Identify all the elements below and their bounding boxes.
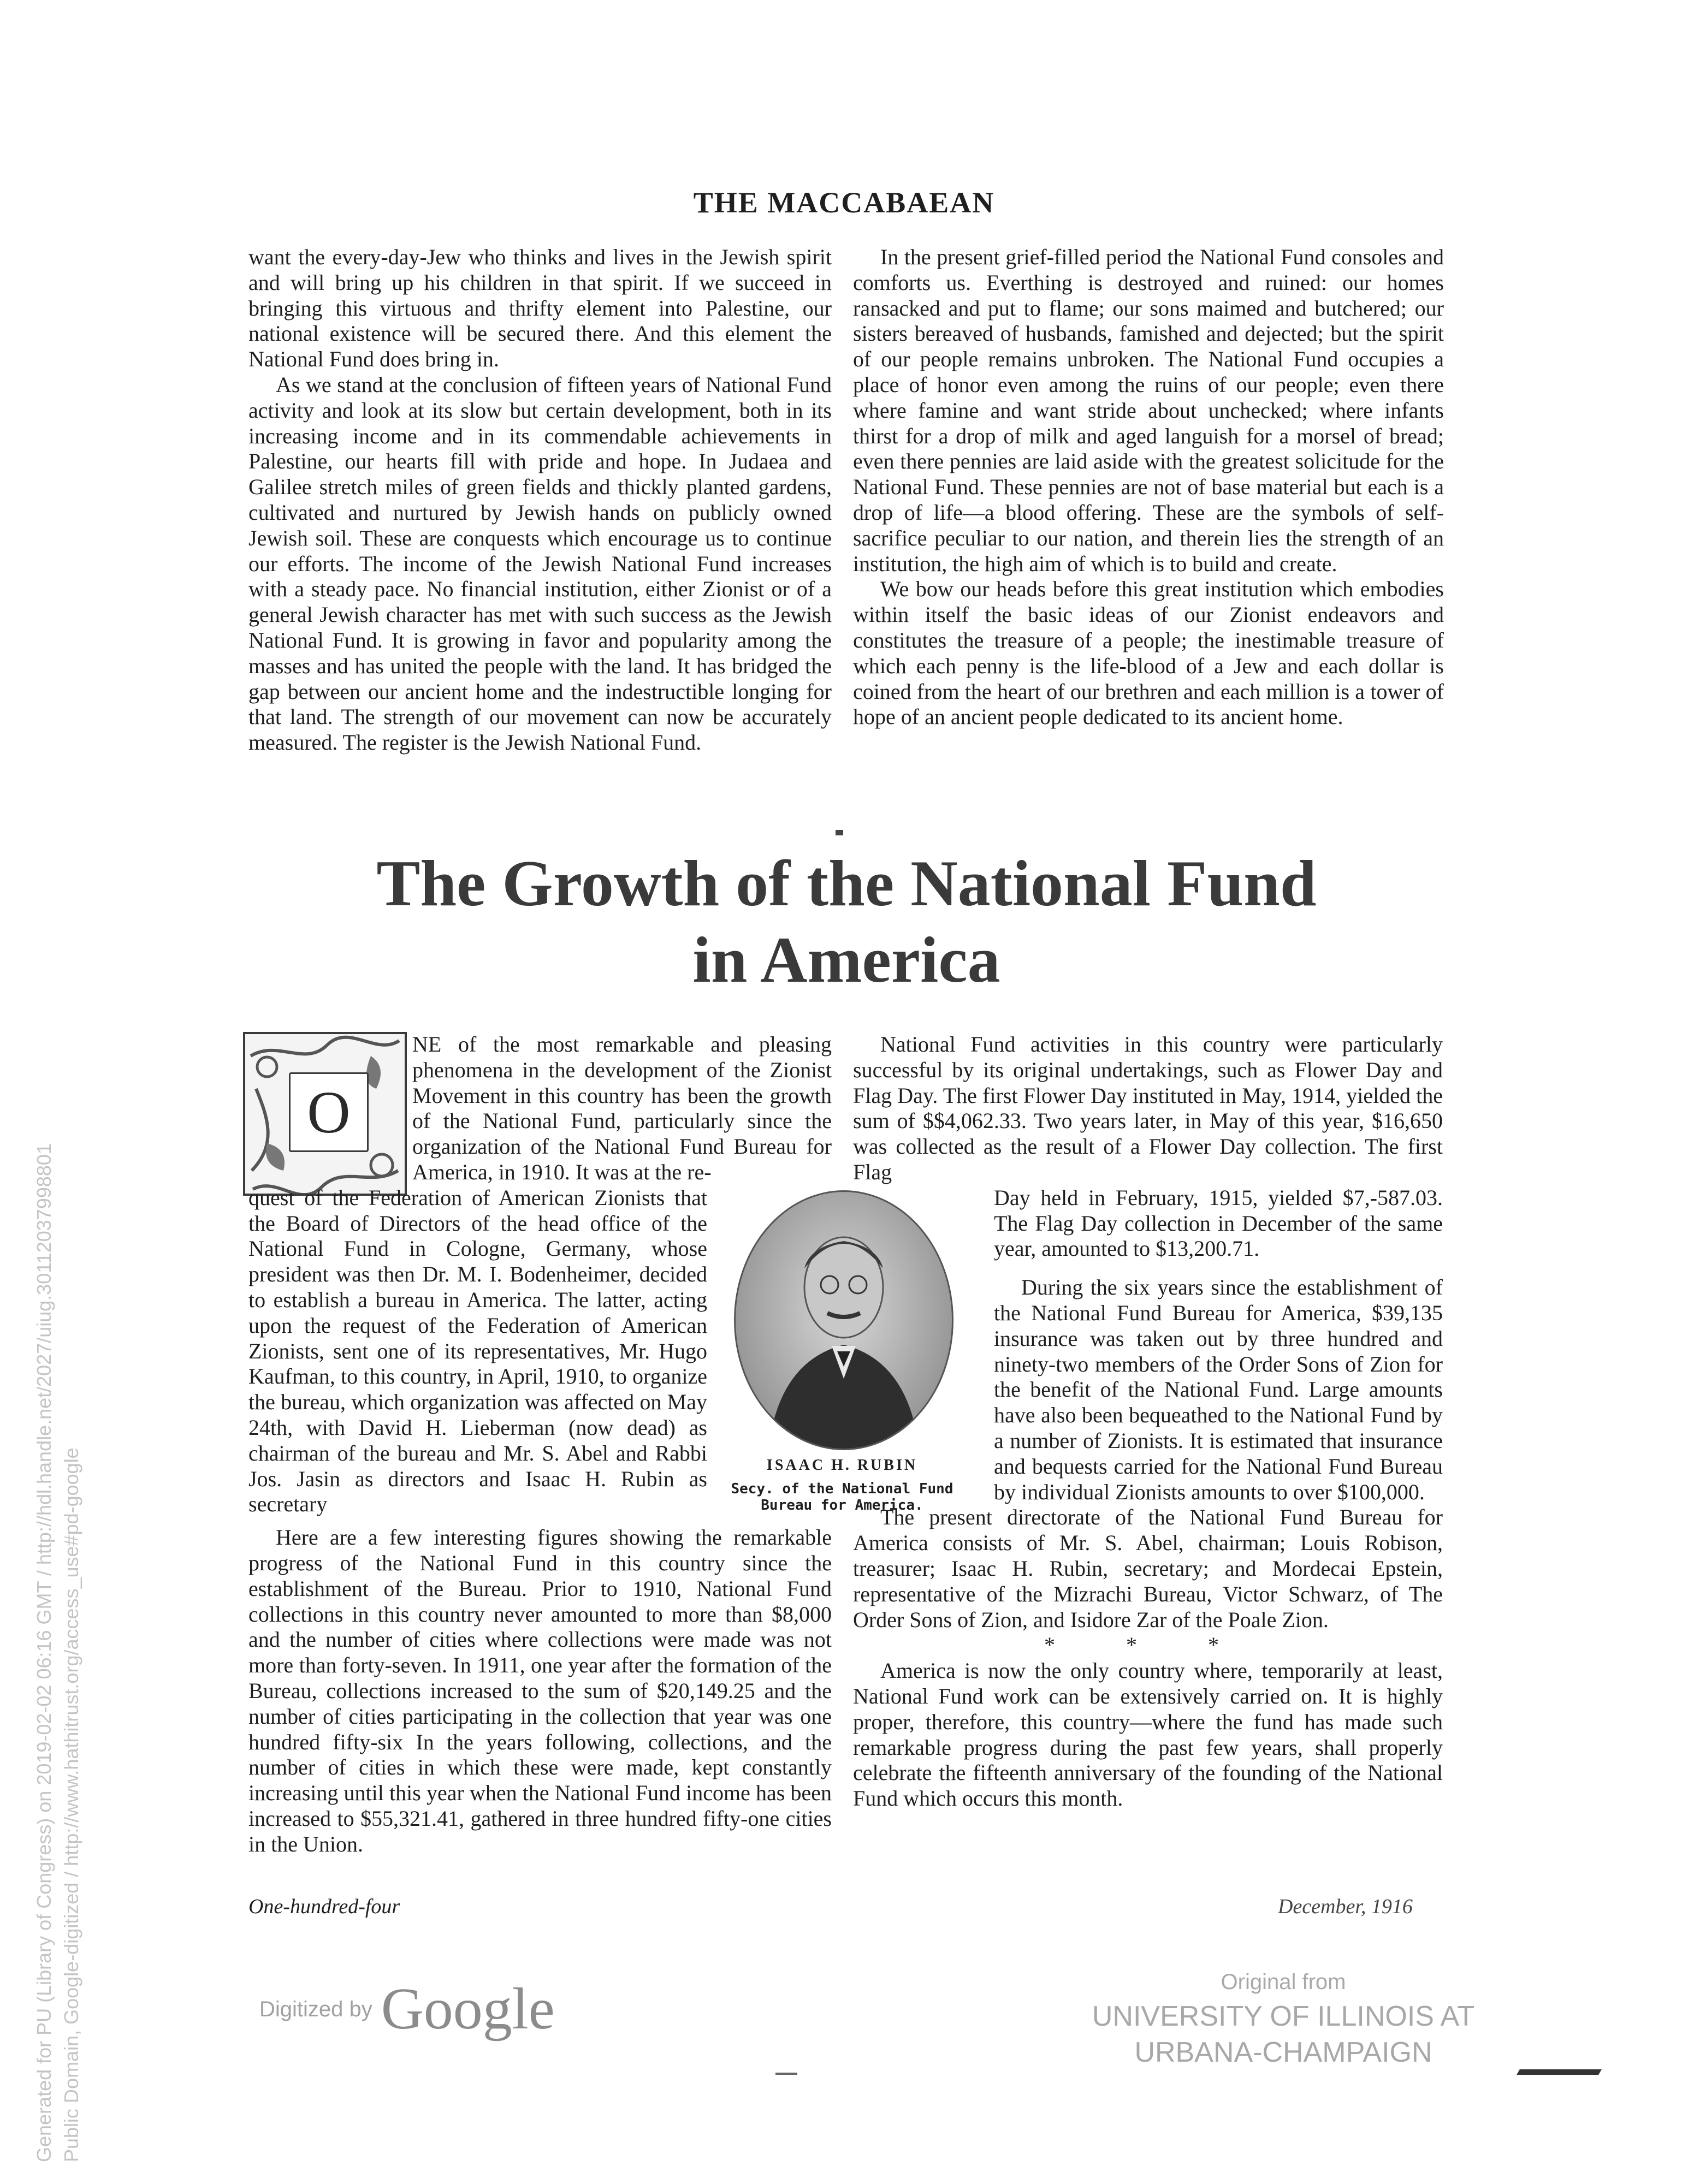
paragraph: We bow our heads before this great institution which embodies within itself the basic ideas of our Zionist endeavors and constitutes the treasure of a people; the inestimable treasure of which each penny is the life-blood of a Jew and each dollar is coined from the heart of our brethren and each million is a tower of hope of an ancient people dedicated to its ancient home.: [853, 577, 1444, 729]
paragraph: Day held in February, 1915, yielded $7,-587.03. The Flag Day collection in December of the same year, amounted to $13,200.71.: [994, 1185, 1443, 1261]
paragraph: National Fund activities in this country were particularly successful by its original undertakings, such as Flower Day and Flag Day. The first Flower Day instituted in May, 1914, yielded the sum of $$4,062.33. Two years later, in May of this year, $16,650 was collected as the result of a Flower Day collection. The first Flag: [853, 1032, 1443, 1184]
intro-paragraph: NE of the most remarkable and pleasing phenomena in the development of the Zionist Movement in this country has been the growth of the National Fund, particularly since the organization of the National Fund Bureau for America, in 1910. It was at the re-: [412, 1032, 832, 1184]
watermark-line: Generated for PU (Library of Congress) on 2019-02-02 06:16 GMT / http://hdl.handle.net/2027/uiug.30112037998801: [33, 1143, 55, 2162]
section-break: * * *: [1044, 1633, 1252, 1658]
scan-artifact: [1517, 2069, 1602, 2075]
digitized-by-google: [259, 1977, 555, 2042]
paragraph: Here are a few interesting figures showing the remarkable progress of the National Fund in this country since the establishment of the Bureau. Prior to 1910, National Fund collections in this country never amounted to more than $8,000 and the number of cities where collections were made was not more than forty-seven. In 1911, one year after the formation of the Bureau, collections increased to the sum of $20,149.25 and the number of cities participating in the collection that year was one hundred fifty-six In the years following, collections, and the number of cities in which these were made, kept constantly increasing until this year when the National Fund income has been increased to $55,321.41, gathered in three hundred fifty-one cities in the Union.: [248, 1525, 832, 1856]
digitized-label: Digitized by: [259, 1997, 372, 2021]
page-number: One-hundred-four: [248, 1895, 400, 1918]
paragraph: America is now the only country where, temporarily at least, National Fund work can be extensively carried on. It is highly proper, therefore, this country—where the fund has made such remarkable progress during the past few years, shall properly celebrate the fifteenth anniversary of the founding of the National Fund which occurs this month.: [853, 1658, 1443, 1811]
paragraph: In the present grief-filled period the National Fund consoles and comforts us. Everthing is destroyed and ruined: our homes ransacked and put to flame; our sons maimed and butchered; our sisters bereaved of husbands, famished and dejected; but the spirit of our people remains unbroken. The National Fund occupies a place of honor even among the ruins of our people; even there where famine and want stride about unchecked; where infants thirst for a drop of milk and aged languish for a morsel of bread; even there pennies are laid aside with the greatest solicitude for the National Fund. These pennies are not of base material but each is a drop of life—a blood offering. These are the symbols of self-sacrifice peculiar to our nation, and therein lies the strength of an institution, the high aim of which is to build and create.: [853, 245, 1444, 576]
issue-date: December, 1916: [1278, 1895, 1413, 1918]
paragraph: quest of the Federation of American Zionists that the Board of Directors of the head office of the National Fund in Cologne, Germany, whose president was then Dr. M. I. Bodenheimer, decided to establish a bureau in America. The latter, acting upon the request of the Federation of American Zionists, sent one of its representatives, Mr. Hugo Kaufman, to this country, in April, 1910, to organize the bureau, which organization was affected on May 24th, with David H. Lieberman (now dead) as chairman of the bureau and Mr. S. Abel and Rabbi Jos. Jasin as directors and Isaac H. Rubin as secretary: [248, 1185, 707, 1517]
photo-caption-name: ISAAC H. RUBIN: [766, 1457, 918, 1474]
paragraph: The present directorate of the National Fund Bureau for America consists of Mr. S. Abel, chairman; Louis Robison, treasurer; Isaac H. Rubin, secretary; and Mordecai Epstein, representative of the Mizrachi Bureau, Victor Schwarz, of The Order Sons of Zion, and Isidore Zar of the Poale Zion.: [853, 1505, 1443, 1632]
top-left-column: [248, 245, 832, 756]
source-attribution: [1065, 1966, 1502, 2070]
watermark-line: Public Domain, Google-digitized / http://www.hathitrust.org/access_use#pd-google: [60, 1447, 82, 2162]
bottom-left-column: [248, 1032, 832, 1857]
article-title-line: in America: [692, 923, 1000, 996]
top-right-column: [853, 245, 1444, 730]
hathitrust-watermark: [0, 786, 93, 2184]
original-from-label: Original from: [1221, 1970, 1346, 1994]
scan-artifact: [836, 830, 843, 835]
caption-line: Secy. of the National Fund: [731, 1481, 953, 1497]
paragraph: want the every-day-Jew who thinks and lives in the Jewish spirit and will bring up his children in that spirit. If we succeed in bringing this virtuous and thrifty element into Palestine, our national existence will be secured there. And this element the National Fund does bring in.: [248, 245, 832, 372]
article-title: [248, 845, 1444, 998]
bottom-right-column: [853, 1032, 1443, 1812]
caption-line: Bureau for America.: [761, 1497, 923, 1514]
institution-name: UNIVERSITY OF ILLINOIS AT: [1092, 2001, 1475, 2032]
scan-artifact: [775, 2073, 797, 2075]
paragraph: As we stand at the conclusion of fifteen years of National Fund activity and look at its slow but certain development, both in its increasing income and in its commendable achievements in Palestine, our hearts fill with pride and hope. In Judaea and Galilee stretch miles of green fields and thickly planted gardens, cultivated and nurtured by Jewish hands on publicly owned Jewish soil. These are conquests which encourage us to continue our efforts. The income of the Jewish National Fund increases with a steady pace. No financial institution, either Zionist or of a general Jewish character has met with such success as the Jewish National Fund. It is growing in favor and popularity among the masses and has united the people with the land. It has bridged the gap between our ancient home and the indestructible longing for that land. The strength of our movement can now be accurately measured. The register is the Jewish National Fund.: [248, 372, 832, 755]
institution-name: URBANA-CHAMPAIGN: [1134, 2037, 1432, 2068]
article-title-line: The Growth of the National Fund: [376, 847, 1317, 919]
paragraph: During the six years since the establishment of the National Fund Bureau for America, $39,135 insurance was taken out by three hundred and ninety-two members of the Order Sons of Zion for the benefit of the National Fund. Large amounts have also been bequeathed to the National Fund by a number of Zionists. It is estimated that insurance and bequests carried for the National Fund Bureau by individual Zionists amounts to over $100,000.: [994, 1275, 1443, 1504]
running-head: THE MACCABAEAN: [693, 186, 995, 219]
google-logo: Google: [381, 1977, 555, 2041]
drop-cap-letter: O: [289, 1072, 369, 1152]
